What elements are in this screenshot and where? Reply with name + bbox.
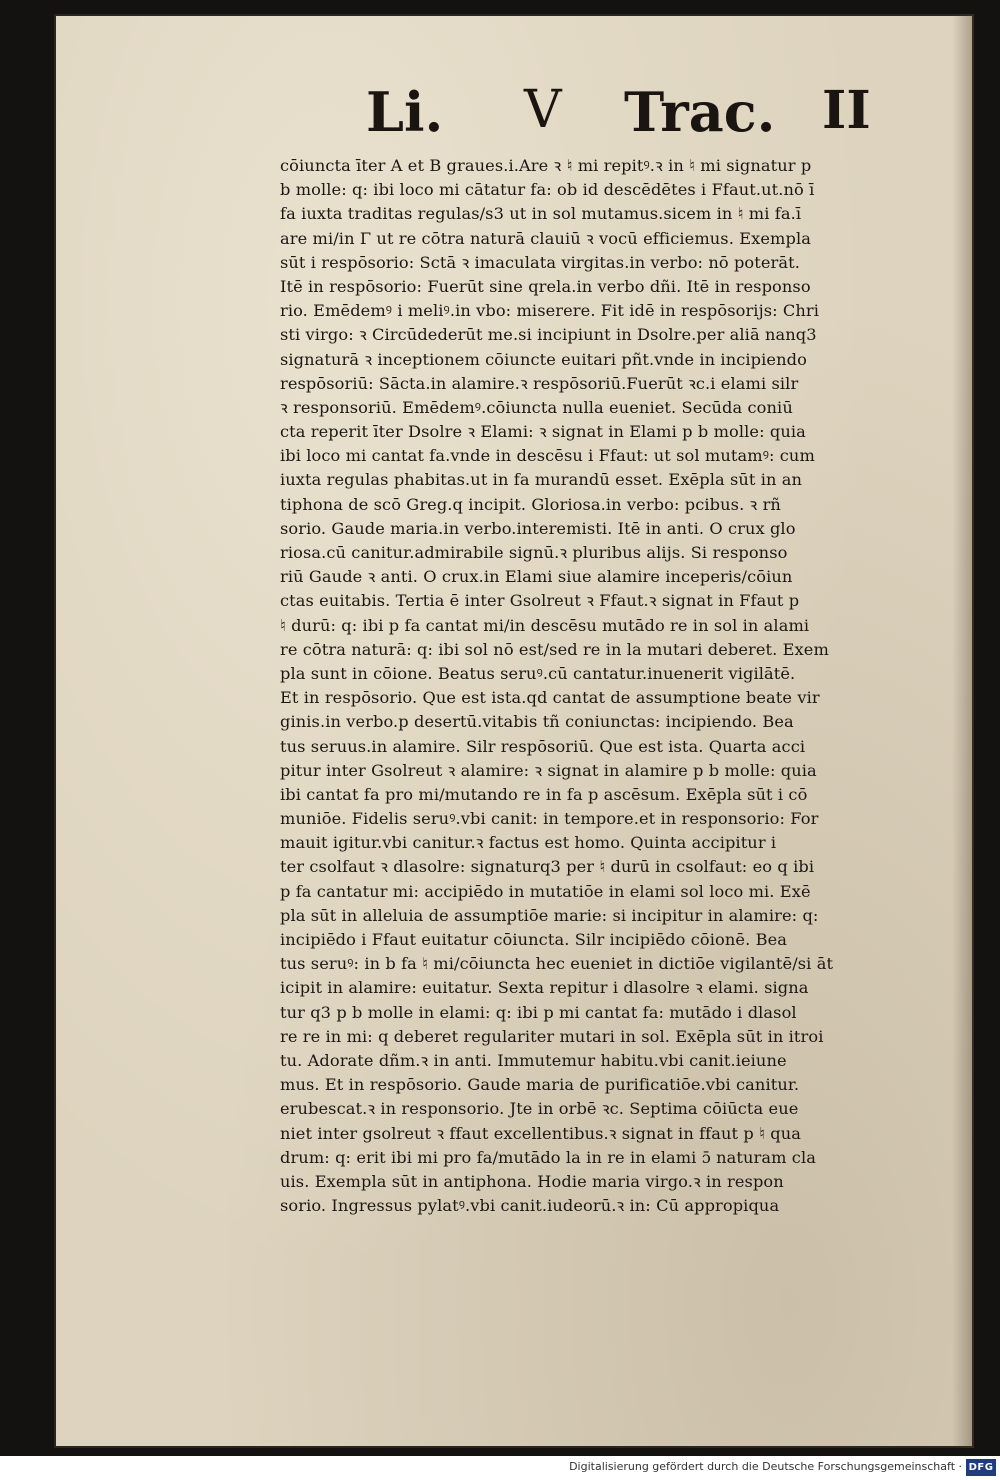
text-line: ter csolfaut ꝛ dlasolre: signaturq3 per ♮ durū in csolfaut: eo q ibi [280, 857, 815, 877]
running-header [54, 80, 974, 150]
dfg-logo: DFG [966, 1459, 996, 1476]
text-line: sti virgo: ꝛ Circūdederūt me.si incipiunt in Dsolre.per aliā nanq3 [280, 325, 817, 345]
text-line: incipiēdo i Ffaut euitatur cōiuncta. Silr incipiēdo cōionē. Bea [280, 930, 787, 949]
text-line: ibi cantat fa pro mi/mutando re in fa p ascēsum. Exēpla sūt i cō [280, 784, 808, 804]
header-folio-number: II [822, 80, 871, 141]
text-line: sorio. Ingressus pylatꝰ.vbi canit.iudeorū.ꝛ in: Cū appropiqua [280, 1196, 780, 1216]
text-line: uis. Exempla sūt in antiphona. Hodie maria virgo.ꝛ in respon [280, 1171, 784, 1191]
digitization-footer [0, 1456, 1000, 1480]
text-line: cta reperit īter Dsolre ꝛ Elami: ꝛ signat in Elami p b molle: quia [280, 422, 806, 442]
text-line: ctas euitabis. Tertia ē inter Gsolreut ꝛ Ffaut.ꝛ signat in Ffaut p [280, 591, 800, 611]
text-line: p fa cantatur mi: accipiēdo in mutatiōe in elami sol loco mi. Exē [280, 881, 811, 901]
text-line: pitur inter Gsolreut ꝛ alamire: ꝛ signat in alamire p b molle: quia [280, 760, 817, 780]
text-line: b molle: q: ibi loco mi cātatur fa: ob id descēdētes i Ffaut.ut.nō ī [280, 180, 815, 200]
header-book-number: V [524, 80, 562, 140]
text-line: ꝛ responsoriū. Emēdemꝰ.cōiuncta nulla eueniet. Secūda coniū [280, 397, 793, 417]
text-line: tus seruus.in alamire. Silr respōsoriū. Que est ista. Quarta acci [280, 736, 806, 756]
text-line: ♮ durū: q: ibi p fa cantat mi/in descēsu mutādo re in sol in alami [280, 615, 810, 635]
text-line: signaturā ꝛ inceptionem cōiuncte euitari pñt.vnde in incipiendo [280, 349, 807, 369]
text-line: pla sūt in alleluia de assumptiōe marie: si incipitur in alamire: q: [280, 905, 819, 925]
text-line: niet inter gsolreut ꝛ ffaut excellentibus.ꝛ signat in ffaut p ♮ qua [280, 1123, 801, 1143]
text-line: tur q3 p b molle in elami: q: ibi p mi cantat fa: mutādo i dlasol [280, 1002, 797, 1022]
text-line: sūt i respōsorio: Sctā ꝛ imaculata virgitas.in verbo: nō poterāt. [280, 252, 800, 272]
text-line: mauit igitur.vbi canitur.ꝛ factus est homo. Quinta accipitur i [280, 833, 777, 853]
text-line: tu. Adorate dñm.ꝛ in anti. Immutemur habitu.vbi canit.ieiune [280, 1050, 787, 1070]
text-line: mus. Et in respōsorio. Gaude maria de purificatiōe.vbi canitur. [280, 1075, 800, 1095]
text-line: rio. Emēdemꝰ i meliꝰ.in vbo: miserere. Fit idē in respōsorijs: Chri [280, 301, 820, 321]
text-line: ginis.in verbo.p desertū.vitabis tñ coniunctas: incipiendo. Bea [280, 712, 794, 732]
body-text-column [280, 154, 952, 1218]
text-line: ibi loco mi cantat fa.vnde in descēsu i Ffaut: ut sol mutamꝰ: cum [280, 446, 815, 466]
dfg-credit-text: Digitalisierung gefördert durch die Deutsche Forschungsgemeinschaft · [569, 1460, 962, 1473]
text-line: cōiuncta īter A et B graues.i.Are ꝛ ♮ mi repitꝰ.ꝛ in ♮ mi signatur p [280, 156, 812, 175]
text-line: drum: q: erit ibi mi pro fa/mutādo la in re in elami ɔ̄ naturam cla [280, 1147, 816, 1167]
text-line: respōsoriū: Sācta.in alamire.ꝛ respōsoriū.Fuerūt ꝛc.i elami silr [280, 373, 799, 393]
header-tractatus: Trac. [624, 80, 776, 144]
header-liber: Li. [366, 80, 444, 144]
text-line: re cōtra naturā: q: ibi sol nō est/sed re in la mutari deberet. Exem [280, 639, 829, 659]
text-line: icipit in alamire: euitatur. Sexta repitur i dlasolre ꝛ elami. signa [280, 978, 809, 998]
text-line: fa iuxta traditas regulas/s3 ut in sol mutamus.sicem in ♮ mi fa.ī [280, 204, 802, 224]
text-line: muniōe. Fidelis seruꝰ.vbi canit: in tempore.et in responsorio: For [280, 809, 819, 829]
text-line: riū Gaude ꝛ anti. O crux.in Elami siue alamire inceperis/cōiun [280, 567, 793, 587]
text-line: tus seruꝰ: in b fa ♮ mi/cōiuncta hec eueniet in dictiōe vigilantē/si āt [280, 954, 834, 974]
text-line: re re in mi: q deberet regulariter mutari in sol. Exēpla sūt in itroi [280, 1026, 824, 1046]
text-line: sorio. Gaude maria.in verbo.interemisti. Itē in anti. O crux glo [280, 518, 796, 538]
text-line: riosa.cū canitur.admirabile signū.ꝛ pluribus alijs. Si responso [280, 543, 788, 562]
text-line: erubescat.ꝛ in responsorio. Jte in orbē ꝛc. Septima cōiūcta eue [280, 1099, 799, 1119]
text-line: iuxta regulas phabitas.ut in fa murandū esset. Exēpla sūt in an [280, 470, 803, 490]
book-page [54, 14, 974, 1448]
text-line: are mi/in Γ ut re cōtra naturā clauiū ꝛ vocū efficiemus. Exempla [280, 228, 811, 248]
text-line: Et in respōsorio. Que est ista.qd cantat de assumptione beate vir [280, 688, 820, 708]
text-line: pla sunt in cōione. Beatus seruꝰ.cū cantatur.inuenerit vigilātē. [280, 663, 796, 683]
text-line: tiphona de scō Greg.q incipit. Gloriosa.in verbo: pcibus. ꝛ rñ [280, 494, 781, 514]
page-edge-shadow [952, 14, 974, 1448]
text-line: Itē in respōsorio: Fuerūt sine qrela.in verbo dñi. Itē in responso [280, 276, 811, 296]
